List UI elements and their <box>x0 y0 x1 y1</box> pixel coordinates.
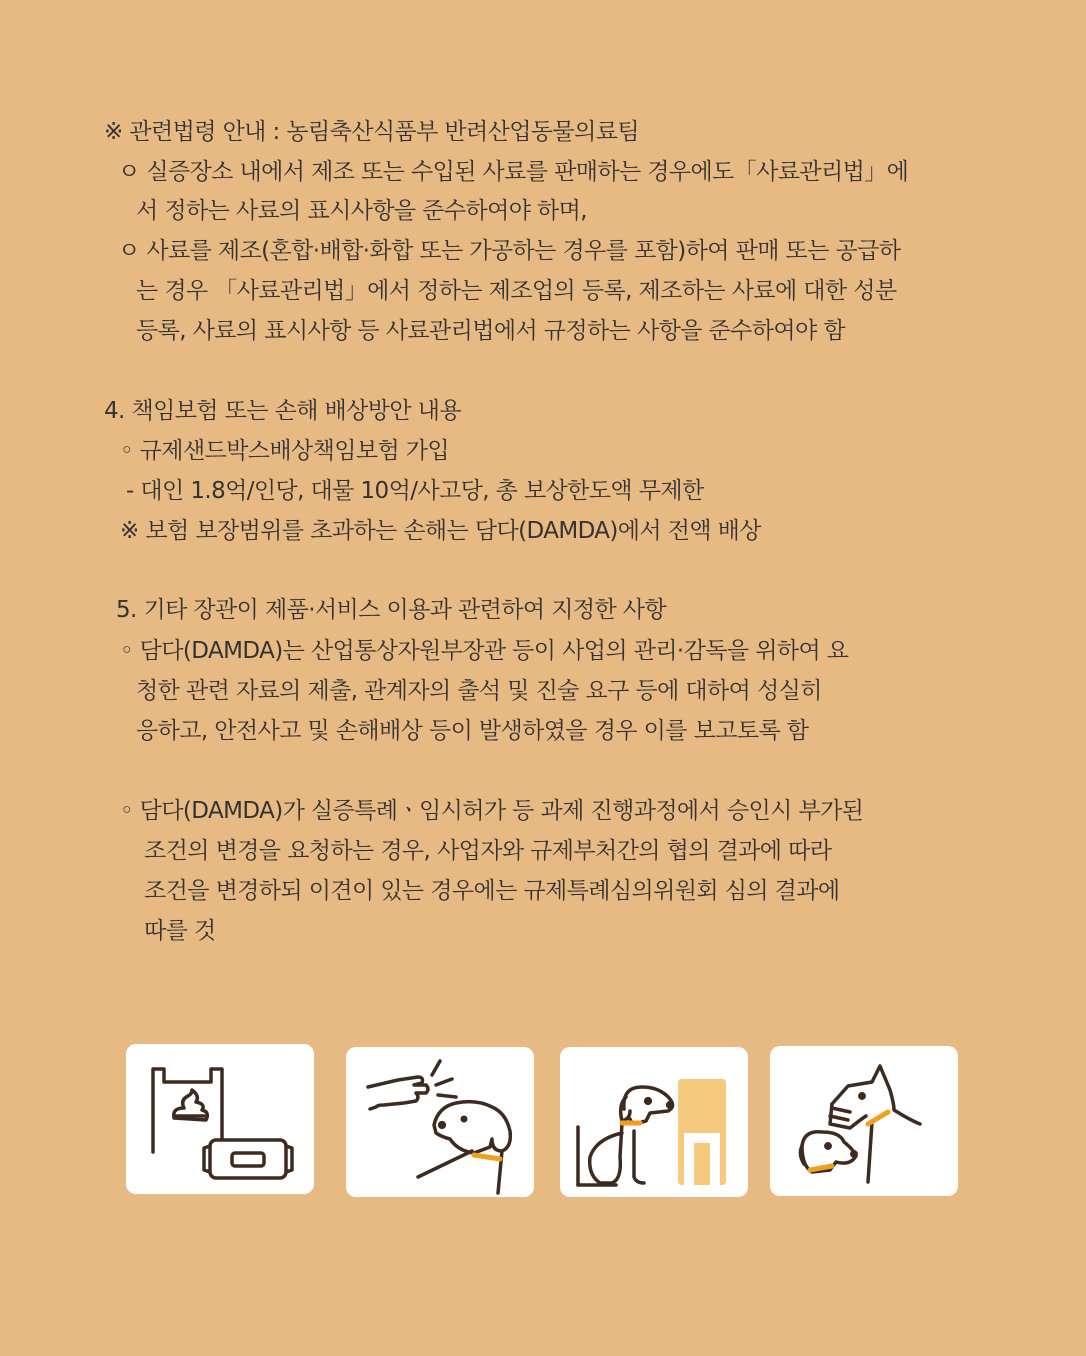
notice-item-1-line-1: ㅇ 실증장소 내에서 제조 또는 수입된 사료를 판매하는 경우에도「사료관리법」에 <box>118 159 909 185</box>
section5-item-2-line-4: 따를 것 <box>144 918 216 944</box>
waste-bag-and-wipes-icon <box>126 1044 314 1194</box>
notice-heading: ※ 관련법령 안내 : 농림축산식품부 반려산업동물의료팀 <box>104 119 639 145</box>
section5-heading: 5. 기타 장관이 제품·서비스 이용과 관련하여 지정한 사항 <box>116 597 667 623</box>
section5-item-2-line-3: 조건을 변경하되 이견이 있는 경우에는 규제특례심의위원회 심의 결과에 <box>144 878 840 904</box>
card-muzzle <box>770 1046 958 1196</box>
notice-item-2-line-1: ㅇ 사료를 제조(혼합·배합·화합 또는 가공하는 경우를 포함)하여 판매 또는 공급하 <box>118 238 901 264</box>
card-dog-chair <box>560 1047 748 1197</box>
dog-sitting-chair-icon <box>560 1047 748 1197</box>
card-waste-bag <box>126 1044 314 1194</box>
section4-bullet: ◦ 규제샌드박스배상책임보험 가입 <box>120 438 450 464</box>
section5-item-1-line-2: 청한 관련 자료의 제출, 관계자의 출석 및 진술 요구 등에 대하여 성실히 <box>136 678 822 704</box>
notice-item-2-line-3: 등록, 사료의 표시사항 등 사료관리법에서 규정하는 사항을 준수하여야 함 <box>136 318 845 344</box>
card-stop-hand <box>346 1047 534 1197</box>
section5-item-1-line-1: ◦ 담다(DAMDA)는 산업통상자원부장관 등이 사업의 관리·감독을 위하여 요 <box>120 638 849 664</box>
section5-item-2-line-2: 조건의 변경을 요청하는 경우, 사업자와 규제부처간의 협의 결과에 따라 <box>144 838 832 864</box>
section4-heading: 4. 책임보험 또는 손해 배상방안 내용 <box>104 398 461 424</box>
section4-note: ※ 보험 보장범위를 초과하는 손해는 담다(DAMDA)에서 전액 배상 <box>120 518 761 544</box>
stop-hand-dog-icon <box>346 1047 534 1197</box>
section5-item-2-line-1: ◦ 담다(DAMDA)가 실증특례ㆍ임시허가 등 과제 진행과정에서 승인시 부가된 <box>120 798 864 824</box>
notice-item-1-line-2: 서 정하는 사료의 표시사항을 준수하여야 하며, <box>136 198 588 224</box>
section4-detail: - 대인 1.8억/인당, 대물 10억/사고당, 총 보상한도액 무제한 <box>126 478 704 504</box>
section5-item-1-line-3: 응하고, 안전사고 및 손해배상 등이 발생하였을 경우 이를 보고토록 함 <box>136 718 809 744</box>
notice-item-2-line-2: 는 경우 「사료관리법」에서 정하는 제조업의 등록, 제조하는 사료에 대한 성분 <box>136 278 897 304</box>
muzzled-dog-icon <box>770 1046 958 1196</box>
